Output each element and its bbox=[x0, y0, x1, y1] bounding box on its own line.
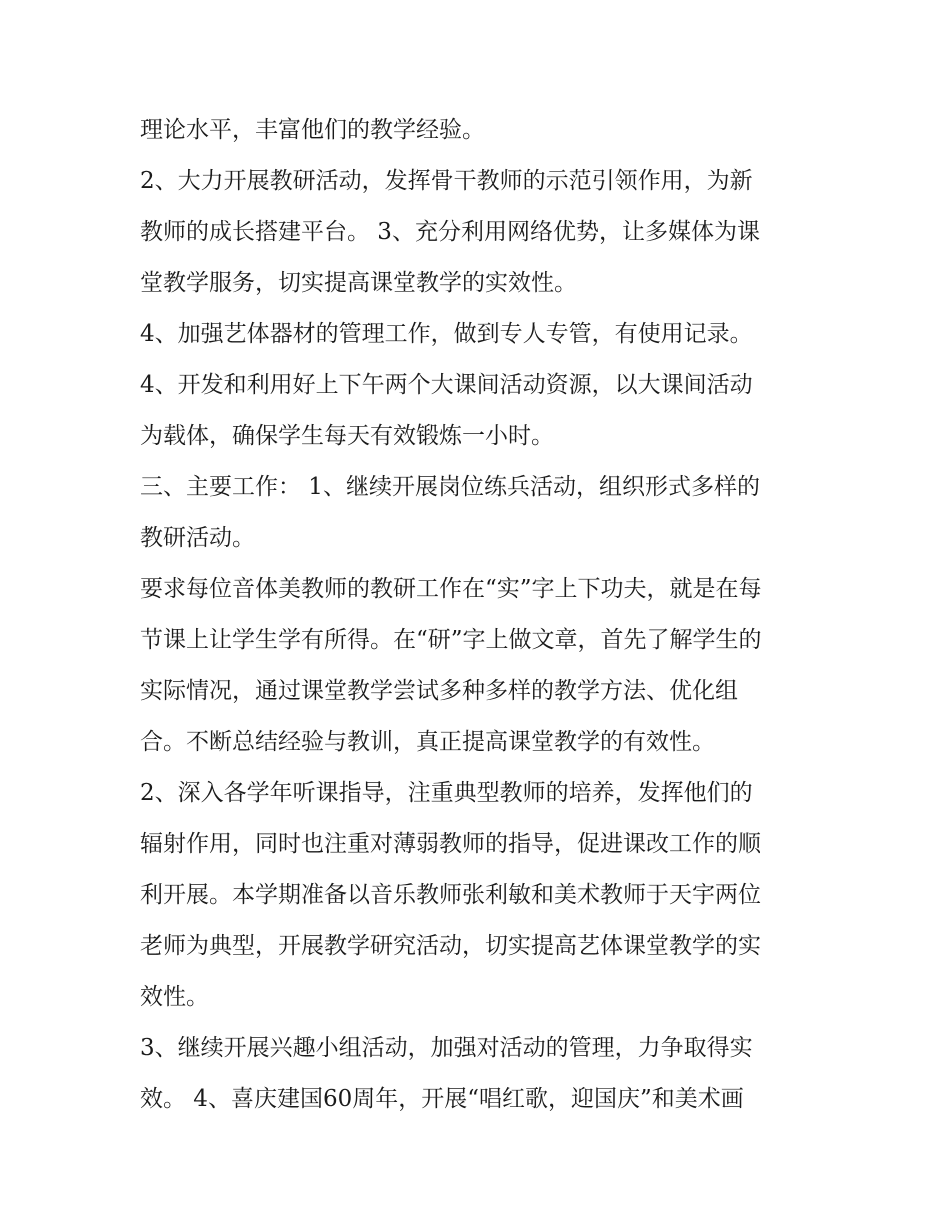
document-body bbox=[140, 105, 820, 1125]
text-line: 要求每位音体美教师的教研工作在“实”字上下功夫，就是在每 bbox=[140, 576, 762, 602]
text-line: 为载体，确保学生每天有效锻炼一小时。 bbox=[140, 423, 554, 449]
text-line: 合。不断总结经验与教训，真正提高课堂教学的有效性。 bbox=[140, 729, 715, 755]
text-line: 实际情况，通过课堂教学尝试多种多样的教学方法、优化组 bbox=[140, 678, 738, 704]
text-line: 三、主要工作： 1、继续开展岗位练兵活动，组织形式多样的 bbox=[140, 474, 760, 500]
text-line: 3、继续开展兴趣小组活动，加强对活动的管理，力争取得实 bbox=[140, 1035, 753, 1061]
text-line: 利开展。本学期准备以音乐教师张利敏和美术教师于天宇两位 bbox=[140, 882, 761, 908]
text-line: 效性。 bbox=[140, 984, 209, 1010]
text-line: 4、加强艺体器材的管理工作，做到专人专管，有使用记录。 bbox=[140, 321, 753, 347]
text-line: 效。 4、喜庆建国60周年，开展“唱红歌，迎国庆”和美术画 bbox=[140, 1086, 744, 1112]
text-line: 堂教学服务，切实提高课堂教学的实效性。 bbox=[140, 270, 577, 296]
text-line: 理论水平，丰富他们的教学经验。 bbox=[140, 117, 485, 143]
text-line: 2、深入各学年听课指导，注重典型教师的培养，发挥他们的 bbox=[140, 780, 753, 806]
text-line: 辐射作用，同时也注重对薄弱教师的指导，促进课改工作的顺 bbox=[140, 831, 761, 857]
text-line: 4、开发和利用好上下午两个大课间活动资源，以大课间活动 bbox=[140, 372, 753, 398]
text-line: 老师为典型，开展教学研究活动，切实提高艺体课堂教学的实 bbox=[140, 933, 761, 959]
text-line: 2、大力开展教研活动，发挥骨干教师的示范引领作用，为新 bbox=[140, 168, 753, 194]
text-line: 教师的成长搭建平台。 3、充分利用网络优势，让多媒体为课 bbox=[140, 219, 760, 245]
text-line: 节课上让学生学有所得。在“研”字上做文章，首先了解学生的 bbox=[140, 627, 762, 653]
text-line: 教研活动。 bbox=[140, 525, 255, 551]
